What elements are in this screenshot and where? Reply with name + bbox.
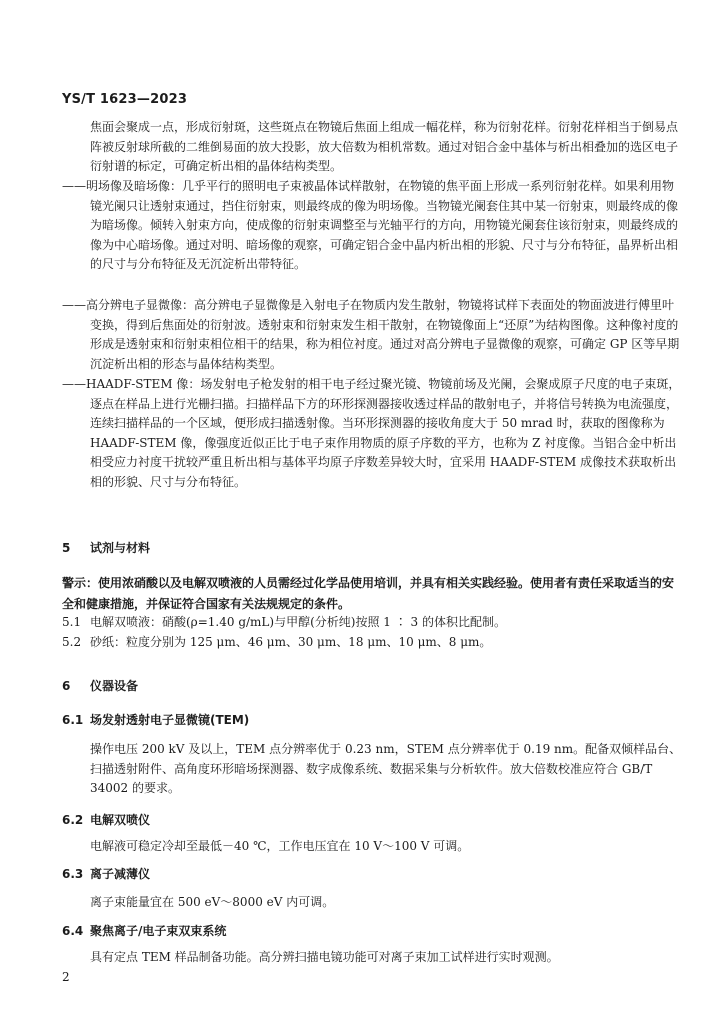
section-6-1-text: 操作电压 200 kV 及以上，TEM 点分辨率优于 0.23 nm，STEM 点分辨率优于 0.19 nm。配备双倾样品台、扫描透射附件、高角度环形暗场探测器、数字成像系统、数据采集与分析软件。放大倍数校准应符合 GB/T 34002 的要求。 <box>90 742 682 796</box>
section-title: 仪器设备 <box>90 679 139 693</box>
high-resolution-item: ——高分辨电子显微像：高分辨电子显微像是入射电子在物质内发生散射，物镜将试样下表面处的物面波进行傅里叶变换，得到后焦面处的衍射波。透射束和衍射束发生相干散射，在物镜像面上“还原”为结构图像。这种像衬度的形成是透射束和衍射束相位相干的结果，称为相位衬度。通过对高分辨电子显微像的观察，可确定 GP 区等早期沉淀析出相的形态与晶体结构类型。 <box>62 298 680 371</box>
section-number: 6 <box>62 679 71 693</box>
clause-number: 5.2 <box>62 635 82 649</box>
section-title: 聚焦离子/电子束双束系统 <box>90 924 227 938</box>
section-number: 6.4 <box>62 924 84 938</box>
clause-text: 砂纸：粒度分别为 125 μm、46 μm、30 μm、18 μm、10 μm、8 μm。 <box>90 635 492 649</box>
warning-note: 警示：使用浓硝酸以及电解双喷液的人员需经过化学品使用培训，并具有相关实践经验。使用者有责任采取适当的安全和健康措施，并保证符合国家有关法规规定的条件。 <box>62 576 675 611</box>
section-title: 离子减薄仪 <box>90 867 151 881</box>
section-title: 场发射透射电子显微镜(TEM) <box>90 713 250 727</box>
section-6-3-text: 离子束能量宜在 500 eV～8000 eV 内可调。 <box>90 895 335 909</box>
section-6-4-heading <box>62 922 226 939</box>
section-number: 5 <box>62 541 71 555</box>
clause-text: 电解双喷液：硝酸(ρ=1.40 g/mL)与甲醇(分析纯)按照 1 ∶ 3 的体积比配制。 <box>90 615 506 629</box>
section-title: 电解双喷仪 <box>90 813 151 827</box>
standard-code-header: YS/T 1623—2023 <box>62 92 188 107</box>
section-5-heading <box>62 539 150 556</box>
diffraction-paragraph: 焦面会聚成一点，形成衍射斑，这些斑点在物镜后焦面上组成一幅花样，称为衍射花样。衍射花样相当于倒易点阵被反射球所截的二维倒易面的放大投影，放大倍数为相机常数。通过对铝合金中基体与析出相叠加的选区电子衍射谱的标定，可确定析出相的晶体结构类型。 <box>90 120 679 174</box>
section-6-heading <box>62 677 138 694</box>
section-6-3-heading <box>62 865 150 882</box>
section-6-2-heading <box>62 811 150 828</box>
clause-5-2 <box>62 633 682 653</box>
section-title: 试剂与材料 <box>90 541 151 555</box>
section-number: 6.3 <box>62 867 84 881</box>
haadf-stem-item: ——HAADF-STEM 像：场发射电子枪发射的相干电子经过聚光镜、物镜前场及光阑，会聚成原子尺度的电子束斑，逐点在样品上进行光栅扫描。扫描样品下方的环形探测器接收透过样品的散射电子，并将信号转换为电流强度，连续扫描样品的一个区域，便形成扫描透射像。当环形探测器的接收角度大于 50 mrad 时，获取的图像称为 HAADF-STEM 像，像强度近似正比于电子束作用物质的原子序数的平方，也称为 Z 衬度像。当铝合金中析出相受应力衬度干扰较严重且析出相与基体平均原子序数差异较大时，宜采用 HAADF-STEM 成像技术获取析出相的形貌、尺寸与分布特征。 <box>62 377 681 489</box>
section-number: 6.2 <box>62 813 84 827</box>
section-6-2-text: 电解液可稳定冷却至最低－40 ℃，工作电压宜在 10 V～100 V 可调。 <box>90 839 470 853</box>
section-number: 6.1 <box>62 713 84 727</box>
section-6-1-heading <box>62 711 249 728</box>
section-6-4-text: 具有定点 TEM 样品制备功能。高分辨扫描电镜功能可对离子束加工试样进行实时观测。 <box>90 950 559 964</box>
bright-dark-field-item: ——明场像及暗场像：几乎平行的照明电子束被晶体试样散射，在物镜的焦平面上形成一系列衍射花样。如果利用物镜光阑只让透射束通过，挡住衍射束，则最终成的像为明场像。当物镜光阑套住其中某一衍射束，则最终成的像为暗场像。倾转入射束方向，使成像的衍射束调整至与光轴平行的方向，用物镜光阑套住该衍射束，则最终成的像为中心暗场像。通过对明、暗场像的观察，可确定铝合金中晶内析出相的形貌、尺寸与分布特征，晶界析出相的尺寸与分布特征及无沉淀析出带特征。 <box>62 179 679 272</box>
clause-5-1 <box>62 613 682 633</box>
clause-number: 5.1 <box>62 615 82 629</box>
page-number: 2 <box>62 970 70 984</box>
